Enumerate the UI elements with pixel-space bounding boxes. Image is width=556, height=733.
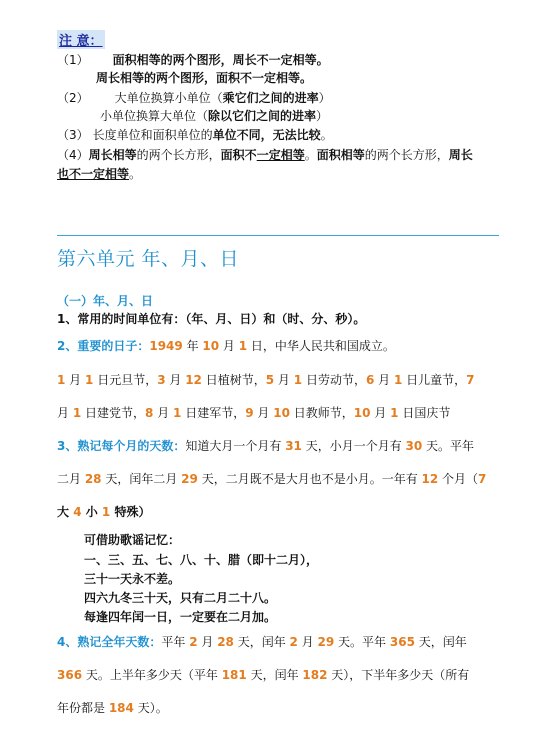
paragraph-year-days [57, 634, 467, 650]
note-text: 大单位换算小单位（ [114, 91, 223, 105]
note-title: 注 意： [57, 30, 105, 49]
note-line-4 [100, 108, 328, 124]
mnemonic-line-3: 四六九冬三十天，只有二月二十八。 [84, 591, 277, 605]
text: 月 [370, 406, 391, 420]
note-text: 的两个长方形， [136, 148, 221, 162]
text: 二月 [57, 472, 85, 486]
holiday-month: 8 [145, 406, 154, 420]
number: 10 [202, 339, 220, 353]
text: 小 [81, 505, 102, 519]
note-text: 的两个长方形， [364, 148, 449, 162]
text: 天，闰年 [233, 635, 290, 649]
section-divider [57, 235, 499, 236]
note-emphasis: 周长相等 [88, 148, 137, 162]
text: 天。平年 [334, 635, 390, 649]
holiday-name: 日教师节， [293, 406, 354, 420]
number: 2 [289, 635, 298, 649]
note-number: （3） [57, 128, 89, 142]
paragraph-label: 4、熟记全年天数： [57, 635, 162, 649]
note-text: 小单位换算大单位（ [100, 109, 209, 123]
note-emphasis: 面积相等 [316, 148, 365, 162]
number: 366 [57, 668, 83, 682]
holiday-day: 1 [293, 373, 303, 387]
note-number: （2） [57, 91, 89, 105]
note-line-6 [57, 147, 473, 163]
note-line-2: 周长相等的两个图形，面积不一定相等。 [96, 71, 313, 85]
paragraph-month-days [57, 438, 474, 454]
number: 182 [302, 668, 328, 682]
text: 大 [57, 505, 74, 519]
note-emphasis: 一定相等 [256, 148, 305, 162]
text: 月 [253, 406, 274, 420]
mnemonic-title: 可借助歌谣记忆： [84, 533, 181, 547]
number: 181 [221, 668, 247, 682]
note-line-3 [57, 90, 331, 106]
number: 1 [238, 339, 248, 353]
holiday-day: 1 [173, 406, 182, 420]
holiday-month: 10 [353, 406, 371, 420]
paragraph-label: 3、熟记每个月的天数： [57, 439, 186, 453]
text: 年份都是 [57, 701, 109, 715]
note-line-1 [57, 52, 329, 68]
text: 天）。 [133, 701, 168, 715]
text: 天，闰年 [246, 668, 303, 682]
note-emphasis: 也不一定相等 [57, 167, 130, 181]
note-text: 。 [320, 128, 333, 142]
text: 月 [274, 373, 294, 387]
text: 个月（ [438, 472, 479, 486]
holiday-month: 5 [265, 373, 275, 387]
note-line-5 [57, 127, 333, 143]
note-emphasis: 乘它们之间的进率 [222, 91, 319, 105]
text: 天，二月既不是大月也不是小月。一年有 [197, 472, 422, 486]
text: 天。上半年多少天（平年 [82, 668, 222, 682]
text: 天。平年 [422, 439, 475, 453]
text: 天，小月一个月有 [301, 439, 406, 453]
number: 1949 [149, 339, 183, 353]
note-number: （1） [57, 53, 89, 67]
holiday-line-2 [57, 405, 450, 421]
paragraph-important-days [57, 338, 395, 354]
note-text: 。 [304, 148, 317, 162]
number: 28 [84, 472, 102, 486]
note-text: 。 [129, 167, 142, 181]
unit-title: 第六单元 年、月、日 [57, 248, 240, 270]
holiday-name: 日国庆节 [402, 406, 451, 420]
paragraph-label: 2、重要的日子： [57, 339, 150, 353]
holiday-month: 9 [245, 406, 254, 420]
holiday-name: 日元旦节， [97, 373, 158, 387]
text: 特殊） [110, 505, 151, 519]
holiday-day: 1 [393, 373, 403, 387]
number: 1 [72, 406, 82, 420]
text: 天），下半年多少天（所有 [327, 668, 470, 682]
text: 月 [374, 373, 394, 387]
text: 月 [197, 635, 218, 649]
note-text: 长度单位和面积单位的 [92, 128, 213, 142]
text: 年 [182, 339, 203, 353]
text: 平年 [161, 635, 190, 649]
number: 29 [181, 472, 198, 486]
holiday-day: 1 [85, 373, 94, 387]
section-title: （一）年、月、日 [57, 294, 154, 308]
text: 月 [219, 339, 239, 353]
number: 29 [317, 635, 335, 649]
holiday-name: 日儿童节， [406, 373, 467, 387]
text: 知道大月一个月有 [185, 439, 286, 453]
mnemonic-line-1: 一、三、五、七、八、十、腊（即十二月）， [84, 553, 319, 567]
text: 月 [65, 373, 85, 387]
number: 7 [478, 472, 487, 486]
number: 184 [108, 701, 134, 715]
holiday-month: 3 [157, 373, 166, 387]
holiday-name: 日建军节， [185, 406, 246, 420]
text: 月 [153, 406, 174, 420]
holiday-day: 12 [185, 373, 202, 387]
number: 2 [189, 635, 198, 649]
note-number: （4） [57, 148, 89, 162]
note-line-7 [57, 166, 141, 182]
text: 月 [57, 406, 70, 420]
note-emphasis: 面积不 [220, 148, 257, 162]
number: 365 [389, 635, 415, 649]
number: 28 [217, 635, 234, 649]
note-text: 面积相等的两个图形，周长不一定相等。 [112, 53, 329, 67]
note-emphasis: 除以它们之间的进率 [208, 109, 317, 123]
number: 30 [405, 439, 423, 453]
note-emphasis: 单位不同，无法比较 [212, 128, 321, 142]
number: 1 [101, 505, 111, 519]
text: 月 [297, 635, 318, 649]
paragraph-year-days-2 [57, 667, 469, 683]
paragraph-year-days-3 [57, 700, 168, 716]
holiday-day: 1 [390, 406, 399, 420]
number: 31 [285, 439, 302, 453]
holiday-name: 日劳动节， [305, 373, 366, 387]
note-emphasis: 周长 [448, 148, 473, 162]
paragraph-month-days-2 [57, 471, 486, 487]
holiday-name: 日植树节， [205, 373, 266, 387]
number: 12 [421, 472, 439, 486]
number: 7 [466, 373, 475, 387]
note-text: ） [318, 91, 331, 105]
paragraph-time-units: 1、常用的时间单位有：（年、月、日）和（时、分、秒）。 [57, 312, 366, 326]
text: 日，中华人民共和国成立。 [247, 339, 395, 353]
note-text: ） [316, 109, 329, 123]
paragraph-month-days-3 [57, 504, 150, 520]
text: 日建党节， [85, 406, 146, 420]
mnemonic-line-4: 每逢四年闰一日，一定要在二月加。 [84, 610, 277, 624]
number: 4 [73, 505, 82, 519]
holiday-month: 6 [365, 373, 375, 387]
holiday-day: 10 [273, 406, 290, 420]
holiday-line-1 [57, 372, 475, 388]
text: 天，闰年二月 [101, 472, 182, 486]
text: 天，闰年 [414, 635, 467, 649]
text: 月 [165, 373, 186, 387]
mnemonic-line-2: 三十一天永不差。 [84, 572, 181, 586]
holiday-month: 1 [57, 373, 66, 387]
